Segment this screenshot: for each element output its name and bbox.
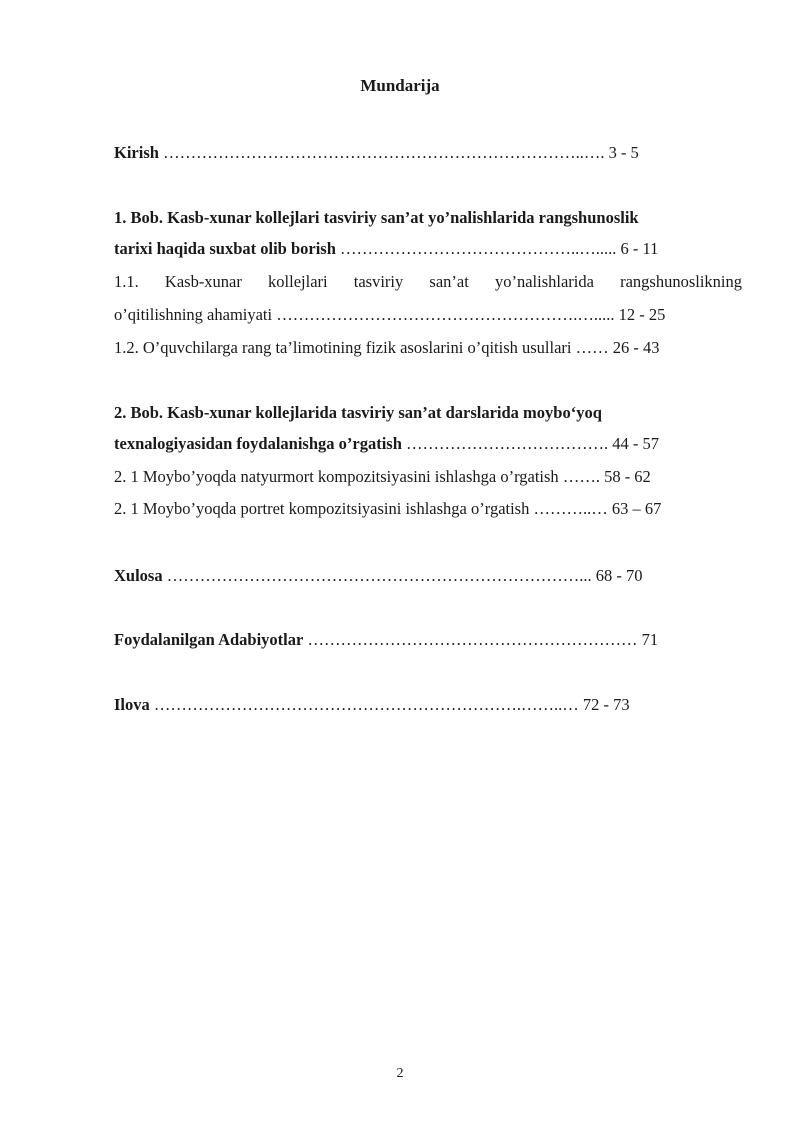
toc-entry-section-1-1 — [114, 305, 665, 325]
toc-entry-section-2-1-portret — [114, 499, 661, 519]
toc-entry-label: Ilova — [114, 695, 150, 714]
section-1-1-line2: o’qitilishning ahamiyati — [114, 305, 273, 324]
toc-page-range: 26 - 43 — [612, 338, 660, 357]
toc-entry-xulosa — [114, 566, 642, 586]
toc-entry-chapter-1 — [114, 239, 658, 259]
toc-page-range: 12 - 25 — [618, 305, 666, 324]
toc-page-range: 58 - 62 — [604, 467, 651, 486]
toc-leader-dots: …………………………………………………………………... — [162, 566, 596, 585]
section-1-2-label: 1.2. O’quvchilarga rang ta’limotining fizik asoslarini o’qitish usullari — [114, 338, 572, 357]
toc-entry-label: Foydalanilgan Adabiyotlar — [114, 630, 304, 649]
toc-entry-chapter-2 — [114, 434, 659, 454]
toc-page-range: 44 - 57 — [612, 434, 660, 453]
toc-leader-dots: ……………………………………………….…..... — [272, 305, 619, 324]
toc-entry-label: Kirish — [114, 143, 159, 162]
toc-leader-dots: …………………………………………………………………..…. — [158, 143, 609, 162]
toc-entry-ilova — [114, 695, 630, 715]
toc-page-range: 72 - 73 — [582, 695, 630, 714]
toc-leader-dots: …………………………………………………… — [303, 630, 642, 649]
toc-leader-dots: …… — [571, 338, 613, 357]
toc-leader-dots: ……………………………………..…..... — [335, 239, 621, 258]
toc-page-range: 68 - 70 — [595, 566, 643, 585]
toc-leader-dots: ………………………………. — [401, 434, 613, 453]
page-number: 2 — [396, 1066, 404, 1081]
toc-leader-dots: ……. — [558, 467, 605, 486]
toc-leader-dots: ………..… — [529, 499, 612, 518]
chapter-2-heading-line2: texnalogiyasidan foydalanishga o’rgatish — [114, 434, 402, 453]
section-1-1-line1: 1.1. Kasb-xunar kollejlari tasviriy san’at yo’nalishlarida rangshunoslikning — [114, 272, 742, 291]
section-2-1-portret-label: 2. 1 Moybo’yoqda portret kompozitsiyasini ishlashga o’rgatish — [114, 499, 530, 518]
chapter-2-heading-line1: 2. Bob. Kasb-xunar kollejlarida tasviriy san’at darslarida moybo‘yoq — [114, 403, 602, 422]
toc-entry-label: Xulosa — [114, 566, 163, 585]
section-2-1-label: 2. 1 Moybo’yoqda natyurmort kompozitsiyasini ishlashga o’rgatish — [114, 467, 559, 486]
toc-entry-section-1-2 — [114, 338, 659, 358]
chapter-1-heading-line1: 1. Bob. Kasb-xunar kollejlari tasviriy san’at yo’nalishlarida rangshunoslik — [114, 208, 639, 227]
toc-page-range: 3 - 5 — [608, 143, 639, 162]
toc-page-range: 63 – 67 — [611, 499, 662, 518]
chapter-1-heading-line2: tarixi haqida suxbat olib borish — [114, 239, 336, 258]
toc-page-range: 71 — [641, 630, 659, 649]
toc-leader-dots: ………………………………………………………….……..… — [149, 695, 583, 714]
toc-page-range: 6 - 11 — [620, 239, 659, 258]
toc-entry-section-2-1-natyurmort — [114, 467, 651, 487]
toc-title: Mundarija — [360, 76, 440, 95]
toc-entry-adabiyotlar — [114, 630, 658, 650]
toc-entry-kirish — [114, 143, 639, 163]
